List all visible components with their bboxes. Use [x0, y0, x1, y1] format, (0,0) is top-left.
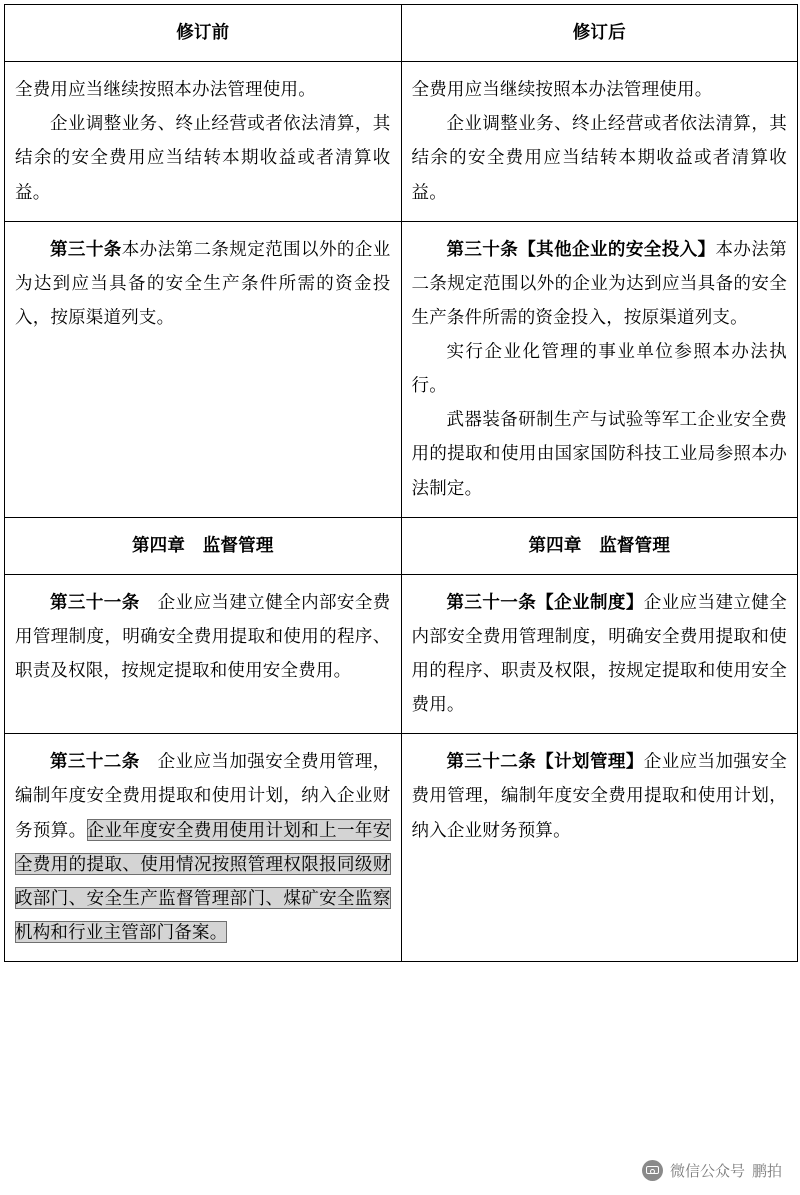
- cell-before-2: [5, 221, 402, 517]
- article-text: 企业应当加强安全费用管理，编制年度安全费用提取和使用计划，纳入企业财务预算。: [411, 751, 787, 840]
- cell-before-1: [5, 62, 402, 222]
- paragraph: [412, 232, 788, 334]
- article-number: 第三十一条【企业制度】: [446, 591, 644, 612]
- table-row: [5, 734, 798, 962]
- table-header-row: [5, 5, 798, 62]
- article-text: 本办法第二条规定范围以外的企业为达到应当具备的安全生产条件所需的资金投入，按原渠道列支。: [15, 238, 391, 327]
- article-number: 第三十一条: [50, 591, 140, 612]
- cell-before-3: [5, 574, 402, 734]
- article-number: 第三十条: [50, 238, 122, 259]
- paragraph: 全费用应当继续按照本办法管理使用。: [15, 79, 316, 100]
- revision-comparison-table: [4, 4, 798, 962]
- cell-after-1: [401, 62, 798, 222]
- cell-after-4: [401, 734, 798, 962]
- article-text: 企业应当加强安全费用管理，编制年度安全费用提取和使用计划，纳入企业财务预算。: [15, 751, 391, 840]
- article-text: 本办法第二条规定范围以外的企业为达到应当具备的安全生产条件所需的资金投入，按原渠道列支。: [411, 238, 787, 327]
- paragraph: 实行企业化管理的事业单位参照本办法执行。: [411, 341, 787, 396]
- table-row: [5, 62, 798, 222]
- cell-before-4: [5, 734, 402, 962]
- table-row-chapter: [5, 517, 798, 574]
- watermark-label: 微信公众号: [669, 1163, 745, 1180]
- watermark: [642, 1160, 782, 1181]
- cell-after-3: [401, 574, 798, 734]
- paragraph: [412, 585, 788, 722]
- article-number: 第三十条【其他企业的安全投入】: [446, 238, 716, 259]
- paragraph: 企业调整业务、终止经营或者依法清算，其结余的安全费用应当结转本期收益或者清算收益。: [15, 113, 391, 202]
- chapter-heading-after: 第四章 监督管理: [401, 517, 798, 574]
- paragraph: [15, 744, 391, 949]
- article-number: 第三十二条: [50, 751, 140, 772]
- watermark-name: 鹏拍: [751, 1163, 782, 1180]
- article-text: 企业应当建立健全内部安全费用管理制度，明确安全费用提取和使用的程序、职责及权限，按规定提取和使用安全费用。: [411, 591, 787, 715]
- article-text: 企业应当建立健全内部安全费用管理制度，明确安全费用提取和使用的程序、职责及权限，按规定提取和使用安全费用。: [15, 591, 391, 680]
- chapter-heading-before: 第四章 监督管理: [5, 517, 402, 574]
- paragraph: [412, 744, 788, 846]
- paragraph: [15, 232, 391, 334]
- paragraph: [15, 585, 391, 687]
- table-row: [5, 574, 798, 734]
- article-number: 第三十二条【计划管理】: [446, 751, 644, 772]
- cell-after-2: [401, 221, 798, 517]
- table-row: [5, 221, 798, 517]
- paragraph: 企业调整业务、终止经营或者依法清算，其结余的安全费用应当结转本期收益或者清算收益。: [411, 113, 787, 202]
- paragraph: 全费用应当继续按照本办法管理使用。: [411, 79, 713, 100]
- camera-icon: [642, 1160, 663, 1181]
- highlighted-text: 企业年度安全费用使用计划和上一年安全费用的提取、使用情况按照管理权限报同级财政部门、安全生产监督管理部门、煤矿安全监察机构和行业主管部门备案。: [15, 819, 391, 942]
- paragraph: 武器装备研制生产与试验等军工企业安全费用的提取和使用由国家国防科技工业局参照本办法制定。: [411, 409, 787, 498]
- header-before: 修订前: [5, 5, 402, 62]
- header-after: 修订后: [401, 5, 798, 62]
